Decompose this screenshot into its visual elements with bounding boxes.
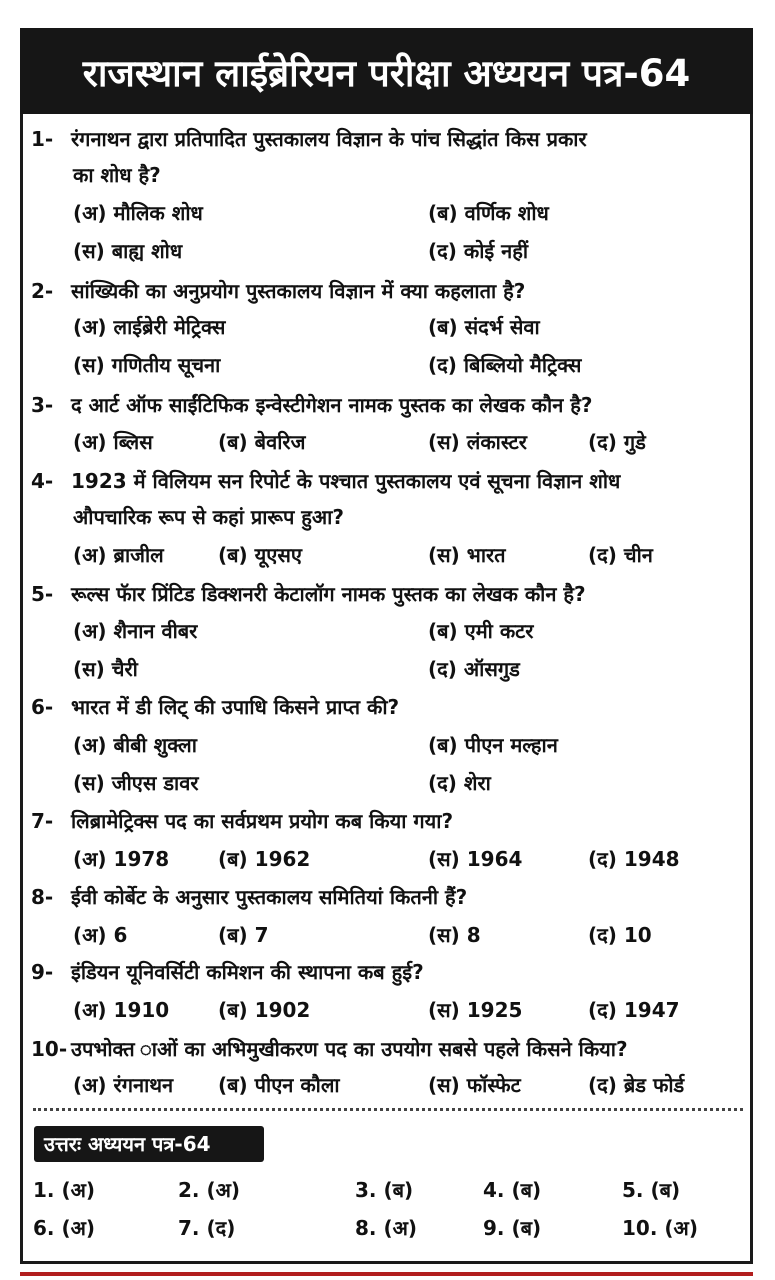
question-text: ईवी कोर्बेट के अनुसार पुस्तकालय समितियां कितनी हैं? xyxy=(71,885,468,909)
option-a: (अ) लाईब्रेरी मेट्रिक्स xyxy=(73,315,226,339)
option-b: (ब) यूएसए xyxy=(218,543,302,567)
answer-item: 8. (अ) xyxy=(355,1216,418,1240)
option-c: (स) 1925 xyxy=(428,998,523,1022)
answer-item: 2. (अ) xyxy=(178,1178,241,1202)
question-text: सांख्यिकी का अनुप्रयोग पुस्तकालय विज्ञान में क्या कहलाता है? xyxy=(71,279,526,303)
question-text: रूल्स फॅार प्रिंटिड डिक्शनरी केटालॉग नामक पुस्तक का लेखक कौन है? xyxy=(71,582,586,606)
question-10 xyxy=(31,1032,628,1066)
answer-item: 10. (अ) xyxy=(622,1216,698,1240)
question-text: रंगनाथन द्वारा प्रतिपादित पुस्तकालय विज्ञान के पांच सिद्धांत किस प्रकार xyxy=(71,127,587,151)
option-d: (द) बिब्लियो मैट्रिक्स xyxy=(428,353,582,377)
option-d: (द) कोई नहीं xyxy=(428,239,529,263)
question-number: 7- xyxy=(31,809,54,833)
option-b: (ब) संदर्भ सेवा xyxy=(428,315,540,339)
option-c: (स) लंकास्टर xyxy=(428,430,527,454)
question-number: 9- xyxy=(31,960,54,984)
option-a: (अ) रंगनाथन xyxy=(73,1073,174,1097)
answer-item: 4. (ब) xyxy=(483,1178,542,1202)
option-a: (अ) मौलिक शोध xyxy=(73,201,203,225)
question-number: 1- xyxy=(31,127,54,151)
option-c: (स) 8 xyxy=(428,923,481,947)
answer-item: 7. (द) xyxy=(178,1216,236,1240)
answer-item: 6. (अ) xyxy=(33,1216,96,1240)
option-c: (स) बाह्य शोध xyxy=(73,239,183,263)
question-number: 6- xyxy=(31,695,54,719)
option-c: (स) जीएस डावर xyxy=(73,771,199,795)
option-d: (द) 1948 xyxy=(588,847,680,871)
option-b: (ब) 1962 xyxy=(218,847,311,871)
answer-key-heading: उत्तरः अध्ययन पत्र-64 xyxy=(34,1126,264,1162)
answer-item: 5. (ब) xyxy=(622,1178,681,1202)
question-6 xyxy=(31,690,399,724)
option-a: (अ) शैनान वीबर xyxy=(73,619,198,643)
option-b: (ब) वर्णिक शोध xyxy=(428,201,549,225)
question-7 xyxy=(31,804,453,838)
question-text: लिब्रामेट्रिक्स पद का सर्वप्रथम प्रयोग कब किया गया? xyxy=(71,809,454,833)
option-b: (ब) 7 xyxy=(218,923,269,947)
option-d: (द) 1947 xyxy=(588,998,680,1022)
question-text: इंडियन यूनिवर्सिटी कमिशन की स्थापना कब हुई? xyxy=(71,960,424,984)
question-1 xyxy=(31,122,587,156)
answer-item: 1. (अ) xyxy=(33,1178,96,1202)
option-c: (स) भारत xyxy=(428,543,506,567)
question-number: 2- xyxy=(31,279,54,303)
question-text: 1923 में विलियम सन रिपोर्ट के पश्चात पुस्तकालय एवं सूचना विज्ञान शोध xyxy=(71,469,621,493)
option-d: (द) ब्रेड फोर्ड xyxy=(588,1073,685,1097)
option-b: (ब) पीएन मल्हान xyxy=(428,733,558,757)
option-b: (ब) एमी कटर xyxy=(428,619,534,643)
question-number: 5- xyxy=(31,582,54,606)
question-text-cont: औपचारिक रूप से कहां प्रारूप हुआ? xyxy=(73,505,344,529)
option-c: (स) चैरी xyxy=(73,657,138,681)
answer-item: 9. (ब) xyxy=(483,1216,542,1240)
option-d: (द) ऑसगुड xyxy=(428,657,520,681)
sheet-title: राजस्थान लाईब्रेरियन परीक्षा अध्ययन पत्र-64 xyxy=(20,28,753,114)
question-number: 3- xyxy=(31,393,54,417)
question-4 xyxy=(31,464,620,498)
question-5 xyxy=(31,577,586,611)
option-b: (ब) 1902 xyxy=(218,998,311,1022)
option-a: (अ) 1910 xyxy=(73,998,170,1022)
question-2 xyxy=(31,274,525,308)
question-text: द आर्ट ऑफ साईंटिफिक इन्वेस्टीगेशन नामक पुस्तक का लेखक कौन है? xyxy=(71,393,593,417)
question-number: 8- xyxy=(31,885,54,909)
bottom-rule xyxy=(20,1272,753,1276)
option-c: (स) फॉस्फेट xyxy=(428,1073,521,1097)
option-d: (द) शेरा xyxy=(428,771,491,795)
option-a: (अ) ब्लिस xyxy=(73,430,153,454)
option-d: (द) 10 xyxy=(588,923,652,947)
option-a: (अ) ब्राजील xyxy=(73,543,164,567)
question-text: भारत में डी लिट् की उपाधि किसने प्राप्त की? xyxy=(71,695,400,719)
option-c: (स) गणितीय सूचना xyxy=(73,353,221,377)
answer-item: 3. (ब) xyxy=(355,1178,414,1202)
option-b: (ब) पीएन कौला xyxy=(218,1073,340,1097)
option-a: (अ) 1978 xyxy=(73,847,170,871)
option-d: (द) गुडे xyxy=(588,430,646,454)
option-c: (स) 1964 xyxy=(428,847,523,871)
option-d: (द) चीन xyxy=(588,543,653,567)
dotted-divider xyxy=(33,1108,743,1111)
option-a: (अ) बीबी शुक्ला xyxy=(73,733,197,757)
option-b: (ब) बेवरिज xyxy=(218,430,306,454)
question-3 xyxy=(31,388,593,422)
question-number: 10- xyxy=(31,1037,68,1061)
question-number: 4- xyxy=(31,469,54,493)
question-9 xyxy=(31,955,424,989)
question-text-cont: का शोध है? xyxy=(73,163,161,187)
option-a: (अ) 6 xyxy=(73,923,128,947)
question-8 xyxy=(31,880,467,914)
question-text: उपभोक्त ाओं का अभिमुखीकरण पद का उपयोग सबसे पहले किसने किया? xyxy=(71,1037,628,1061)
